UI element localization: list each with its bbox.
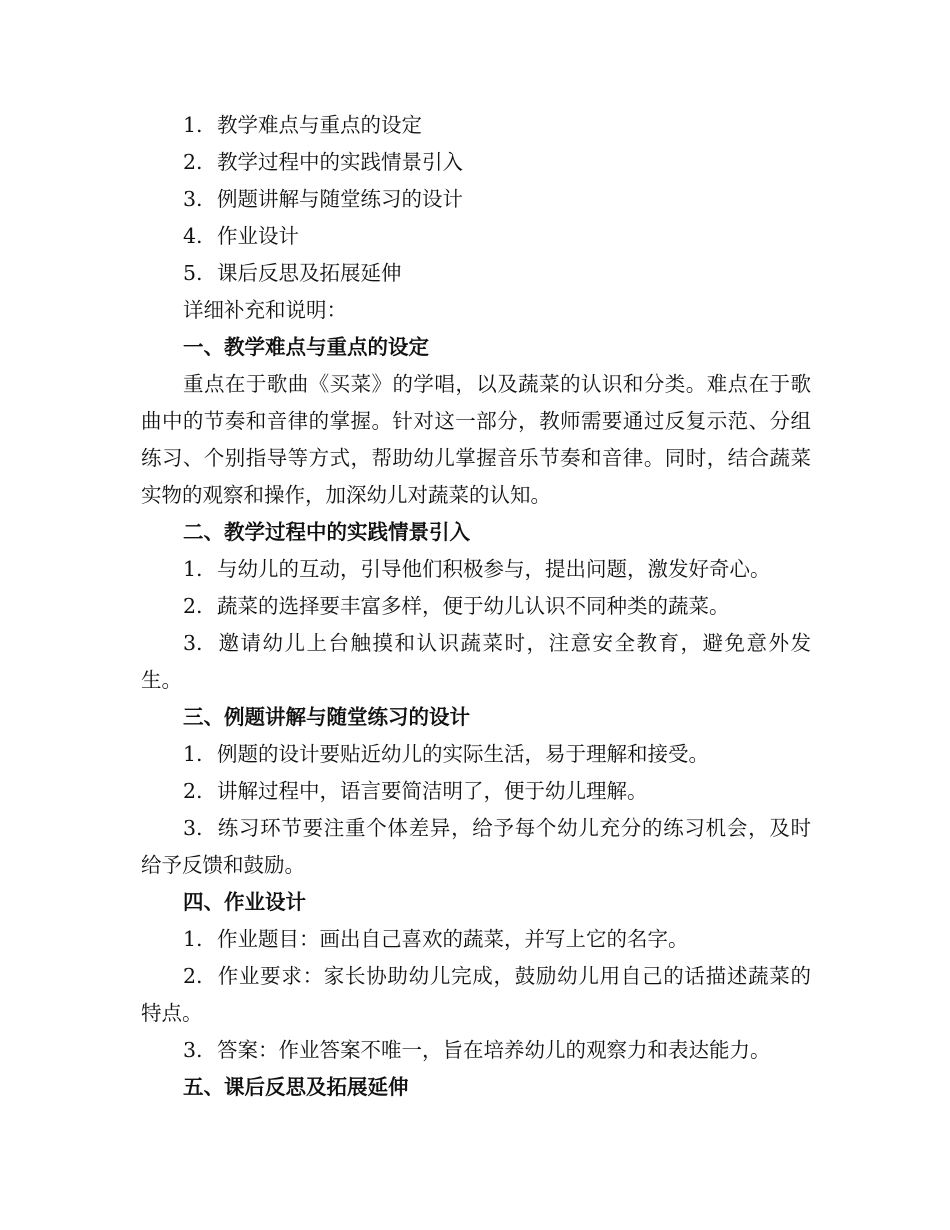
list-item: [141, 551, 811, 588]
list-number: 1.: [183, 927, 203, 951]
outline-text: 作业设计: [217, 224, 299, 248]
list-text: 邀请幼儿上台触摸和认识蔬菜时，注意安全教育，避免意外发生。: [141, 631, 811, 692]
section-heading: 一、教学难点与重点的设定: [183, 335, 429, 359]
outline-number: 1.: [183, 113, 203, 137]
outline-text: 例题讲解与随堂练习的设计: [217, 187, 463, 211]
section-paragraph: 重点在于歌曲《买菜》的学唱，以及蔬菜的认识和分类。难点在于歌曲中的节奏和音律的掌握。针对这一部分，教师需要通过反复示范、分组练习、个别指导等方式，帮助幼儿掌握音乐节奏和音律。同时，结合蔬菜实物的观察和操作，加深幼儿对蔬菜的认知。: [141, 372, 811, 507]
outline-text: 课后反思及拓展延伸: [217, 261, 402, 285]
list-item: [141, 1032, 811, 1069]
outline-text: 教学难点与重点的设定: [217, 113, 422, 137]
list-text: 讲解过程中，语言要简洁明了，便于幼儿理解。: [217, 779, 648, 803]
section-heading: 二、教学过程中的实践情景引入: [183, 520, 470, 544]
list-number: 3.: [183, 631, 203, 655]
list-text: 作业题目：画出自己喜欢的蔬菜，并写上它的名字。: [217, 927, 689, 951]
list-item: [141, 625, 811, 699]
outline-number: 3.: [183, 187, 203, 211]
list-text: 作业要求：家长协助幼儿完成，鼓励幼儿用自己的话描述蔬菜的特点。: [141, 964, 811, 1025]
outline-item: [141, 181, 811, 218]
list-number: 2.: [183, 779, 203, 803]
outline-item: [141, 144, 811, 181]
outline-number: 4.: [183, 224, 203, 248]
section-heading: 四、作业设计: [183, 890, 306, 914]
document-body: [141, 107, 811, 1106]
list-item: [141, 588, 811, 625]
list-item: [141, 773, 811, 810]
list-number: 2.: [183, 964, 203, 988]
list-text: 练习环节要注重个体差异，给予每个幼儿充分的练习机会，及时给予反馈和鼓励。: [141, 816, 811, 877]
outline-item: [141, 107, 811, 144]
outline-item: [141, 218, 811, 255]
list-number: 1.: [183, 557, 203, 581]
outline-text: 教学过程中的实践情景引入: [217, 150, 463, 174]
outline-number: 5.: [183, 261, 203, 285]
list-number: 1.: [183, 742, 203, 766]
section-heading: 五、课后反思及拓展延伸: [183, 1075, 409, 1099]
list-number: 3.: [183, 816, 203, 840]
list-text: 例题的设计要贴近幼儿的实际生活，易于理解和接受。: [217, 742, 709, 766]
list-number: 2.: [183, 594, 203, 618]
list-text: 与幼儿的互动，引导他们积极参与，提出问题，激发好奇心。: [217, 557, 771, 581]
list-item: [141, 958, 811, 1032]
list-item: [141, 810, 811, 884]
list-item: [141, 921, 811, 958]
section-heading: 三、例题讲解与随堂练习的设计: [183, 705, 470, 729]
outline-number: 2.: [183, 150, 203, 174]
outline-item: [141, 255, 811, 292]
intro-text: 详细补充和说明：: [183, 298, 347, 322]
list-item: [141, 736, 811, 773]
list-text: 蔬菜的选择要丰富多样，便于幼儿认识不同种类的蔬菜。: [217, 594, 730, 618]
list-number: 3.: [183, 1038, 203, 1062]
list-text: 答案：作业答案不唯一，旨在培养幼儿的观察力和表达能力。: [217, 1038, 771, 1062]
